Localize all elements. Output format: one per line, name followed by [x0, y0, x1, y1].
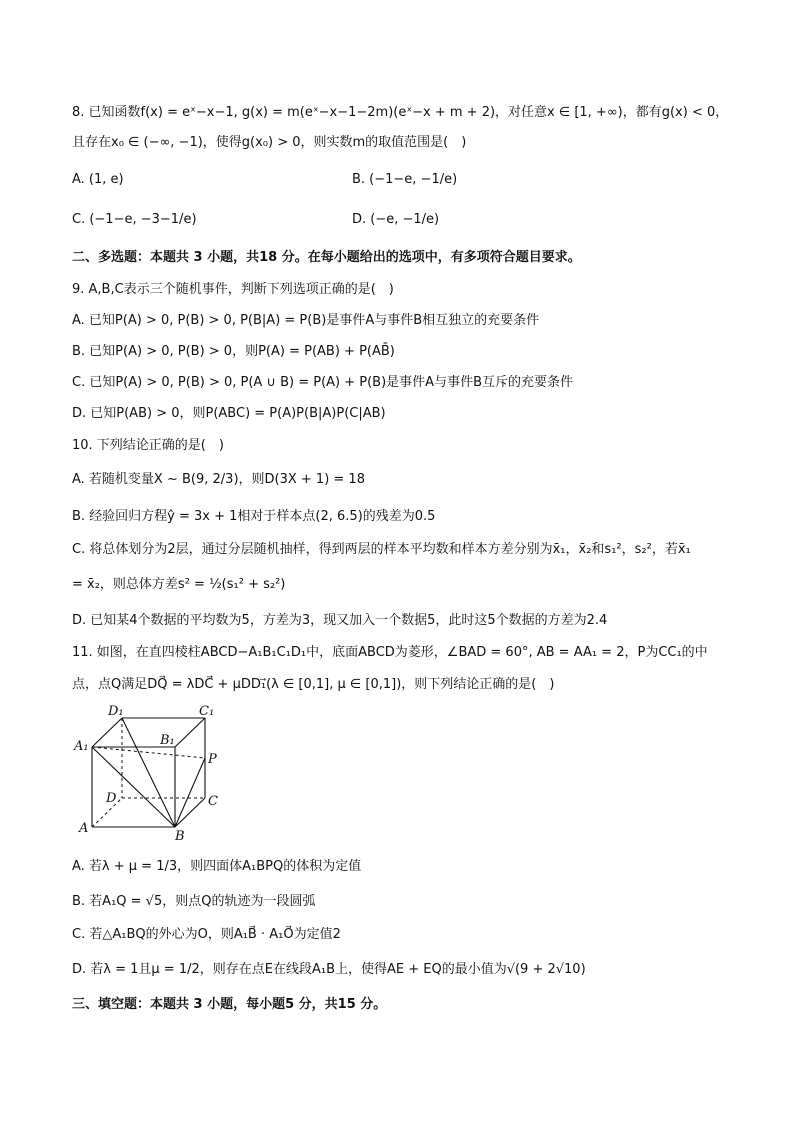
label-d: D	[106, 791, 117, 806]
q9-option-b: B. 已知P(A) > 0, P(B) > 0，则P(A) = P(AB) + P(AB̄)	[72, 344, 395, 359]
q10-stem: 10. 下列结论正确的是( )	[72, 438, 224, 453]
edge-b-c	[175, 798, 205, 827]
q9-stem: 9. A,B,C表示三个随机事件，判断下列选项正确的是( )	[72, 282, 394, 297]
q11-option-b: B. 若A₁Q = √5，则点Q的轨迹为一段圆弧	[72, 894, 316, 909]
segment-a1-p-hidden	[92, 747, 205, 758]
q10-option-d: D. 已知某4个数据的平均数为5，方差为3，现又加入一个数据5，此时这5个数据的方差为2.4	[72, 613, 608, 628]
label-c: C	[208, 794, 218, 809]
q8-stem-line2: 且存在x₀ ∈ (−∞, −1)，使得g(x₀) > 0，则实数m的取值范围是( )	[72, 135, 467, 150]
section-2-heading: 二、多选题：本题共 3 小题，共18 分。在每小题给出的选项中，有多项符合题目要求。	[72, 250, 581, 265]
segment-a1-b	[92, 747, 175, 827]
q9-option-c: C. 已知P(A) > 0, P(B) > 0, P(A ∪ B) = P(A) + P(B)是事件A与事件B互斥的充要条件	[72, 375, 573, 390]
section-3-heading: 三、填空题：本题共 3 小题，每小题5 分，共15 分。	[72, 997, 387, 1012]
label-p: P	[208, 752, 217, 767]
q11-option-c: C. 若△A₁BQ的外心为O，则A₁B⃗ · A₁O⃗为定值2	[72, 927, 341, 942]
q11-option-d: D. 若λ = 1且μ = 1/2，则存在点E在线段A₁B上，使得AE + EQ的最小值为√(9 + 2√10)	[72, 962, 586, 977]
q10-option-c-line1: C. 将总体划分为2层，通过分层随机抽样，得到两层的样本平均数和样本方差分别为x̄₁，x̄₂和s₁²，s₂²，若x̄₁	[72, 542, 691, 557]
label-d1: D₁	[108, 704, 124, 719]
q11-option-a: A. 若λ + μ = 1/3，则四面体A₁BPQ的体积为定值	[72, 859, 362, 874]
q8-option-a: A. (1, e)	[72, 172, 124, 187]
edge-a1-d1	[92, 718, 122, 747]
q9-option-d: D. 已知P(AB) > 0，则P(ABC) = P(A)P(B|A)P(C|AB)	[72, 406, 386, 421]
q8-option-c: C. (−1−e, −3−1/e)	[72, 212, 197, 227]
segment-b-p	[175, 758, 205, 827]
label-a: A	[79, 821, 89, 836]
label-b: B	[175, 829, 185, 844]
q11-stem-line1: 11. 如图，在直四棱柱ABCD−A₁B₁C₁D₁中，底面ABCD为菱形，∠BAD = 60°, AB = AA₁ = 2，P为CC₁的中	[72, 645, 708, 660]
label-a1: A₁	[74, 739, 89, 754]
q10-option-a: A. 若随机变量X ~ B(9, 2/3)，则D(3X + 1) = 18	[72, 472, 365, 487]
q8-option-d: D. (−e, −1/e)	[352, 212, 440, 227]
label-c1: C₁	[199, 704, 215, 719]
q10-option-b: B. 经验回归方程ŷ = 3x + 1相对于样本点(2, 6.5)的残差为0.5	[72, 509, 436, 524]
q8-option-b: B. (−1−e, −1/e)	[352, 172, 458, 187]
q11-stem-line2: 点，点Q满足DQ⃗ = λDC⃗ + μDD₁⃗(λ ∈ [0,1], μ ∈ [0,1])，则下列结论正确的是( )	[72, 677, 555, 692]
q10-option-c-line2: = x̄₂，则总体方差s² = ½(s₁² + s₂²)	[72, 577, 286, 592]
q8-stem-line1: 8. 已知函数f(x) = eˣ−x−1, g(x) = m(eˣ−x−1−2m)(eˣ−x + m + 2)，对任意x ∈ [1, +∞)，都有g(x) < 0，	[72, 105, 729, 120]
label-b1: B₁	[160, 733, 175, 748]
q9-option-a: A. 已知P(A) > 0, P(B) > 0, P(B|A) = P(B)是事件A与事件B相互独立的充要条件	[72, 313, 540, 328]
edge-b1-c1	[175, 718, 205, 747]
prism-figure	[72, 700, 232, 845]
